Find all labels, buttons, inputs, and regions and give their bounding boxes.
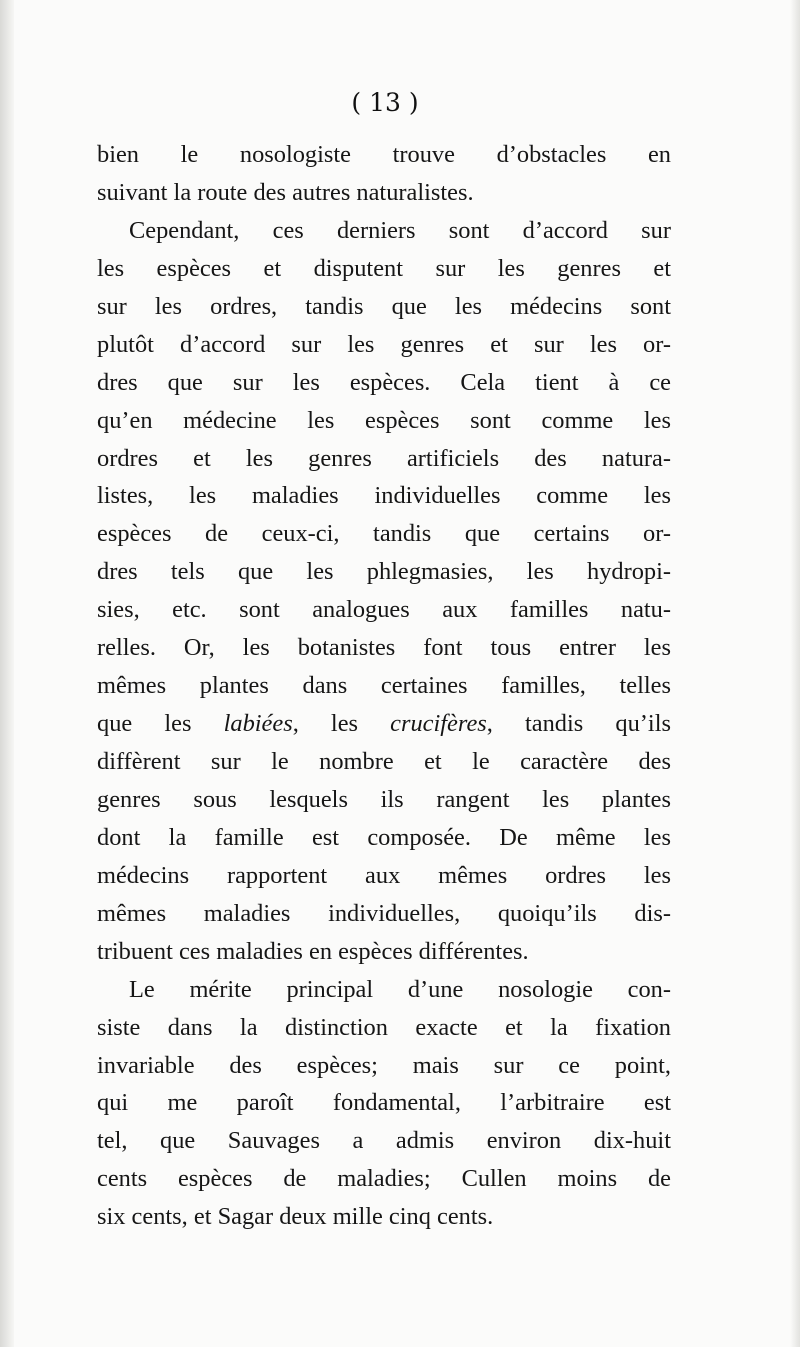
text-line: six cents, et Sagar deux mille cinq cents. bbox=[97, 1203, 494, 1231]
text-line: ordres et les genres artificiels des natura- bbox=[97, 444, 671, 472]
text-line: les espèces et disputent sur les genres et bbox=[97, 254, 671, 282]
text-line: cents espèces de maladies; Cullen moins de bbox=[97, 1165, 671, 1193]
text-line: siste dans la distinction exacte et la fixation bbox=[97, 1013, 671, 1041]
page-number: ( 13 ) bbox=[351, 88, 419, 117]
text-line: dont la famille est composée. De même les bbox=[97, 823, 671, 851]
text-line: qui me paroît fondamental, l’arbitraire est bbox=[97, 1089, 671, 1117]
text-segment: , les bbox=[292, 710, 359, 738]
body-text bbox=[97, 136, 671, 1236]
italic-term-labiees: labiées bbox=[223, 710, 293, 738]
text-line: invariable des espèces; mais sur ce point, bbox=[97, 1051, 671, 1079]
text-line: tel, que Sauvages a admis environ dix-huit bbox=[97, 1127, 671, 1155]
text-line: sies, etc. sont analogues aux familles natu- bbox=[97, 596, 671, 624]
text-segment: , tandis qu’ils bbox=[486, 710, 671, 738]
text-line: listes, les maladies individuelles comme les bbox=[97, 482, 671, 510]
text-line: Cependant, ces derniers sont d’accord sur bbox=[129, 216, 671, 244]
text-line: genres sous lesquels ils rangent les plantes bbox=[97, 785, 671, 813]
text-line: relles. Or, les botanistes font tous entrer les bbox=[97, 634, 671, 662]
page-edge-shadow bbox=[790, 0, 800, 1347]
text-line: espèces de ceux-ci, tandis que certains or- bbox=[97, 520, 671, 548]
text-line: bien le nosologiste trouve d’obstacles en bbox=[97, 141, 671, 168]
text-line: tribuent ces maladies en espèces différentes. bbox=[97, 937, 529, 965]
text-line: médecins rapportent aux mêmes ordres les bbox=[97, 861, 671, 889]
text-line: mêmes plantes dans certaines familles, telles bbox=[97, 672, 671, 700]
text-line-with-italics bbox=[97, 705, 671, 743]
text-line: Le mérite principal d’une nosologie con- bbox=[129, 975, 671, 1003]
text-line: plutôt d’accord sur les genres et sur les or- bbox=[97, 330, 671, 358]
text-line: dres tels que les phlegmasies, les hydropi- bbox=[97, 558, 671, 586]
page-gutter-shadow bbox=[0, 0, 14, 1347]
italic-term-cruciferes: crucifères bbox=[390, 710, 487, 738]
text-line: suivant la route des autres naturalistes. bbox=[97, 178, 474, 206]
text-line: mêmes maladies individuelles, quoiqu’ils dis- bbox=[97, 899, 671, 927]
text-line: sur les ordres, tandis que les médecins sont bbox=[97, 292, 671, 320]
text-line: qu’en médecine les espèces sont comme les bbox=[97, 406, 671, 434]
text-segment: que les bbox=[97, 710, 192, 738]
text-line: diffèrent sur le nombre et le caractère des bbox=[97, 748, 671, 775]
text-line: dres que sur les espèces. Cela tient à ce bbox=[97, 368, 671, 396]
